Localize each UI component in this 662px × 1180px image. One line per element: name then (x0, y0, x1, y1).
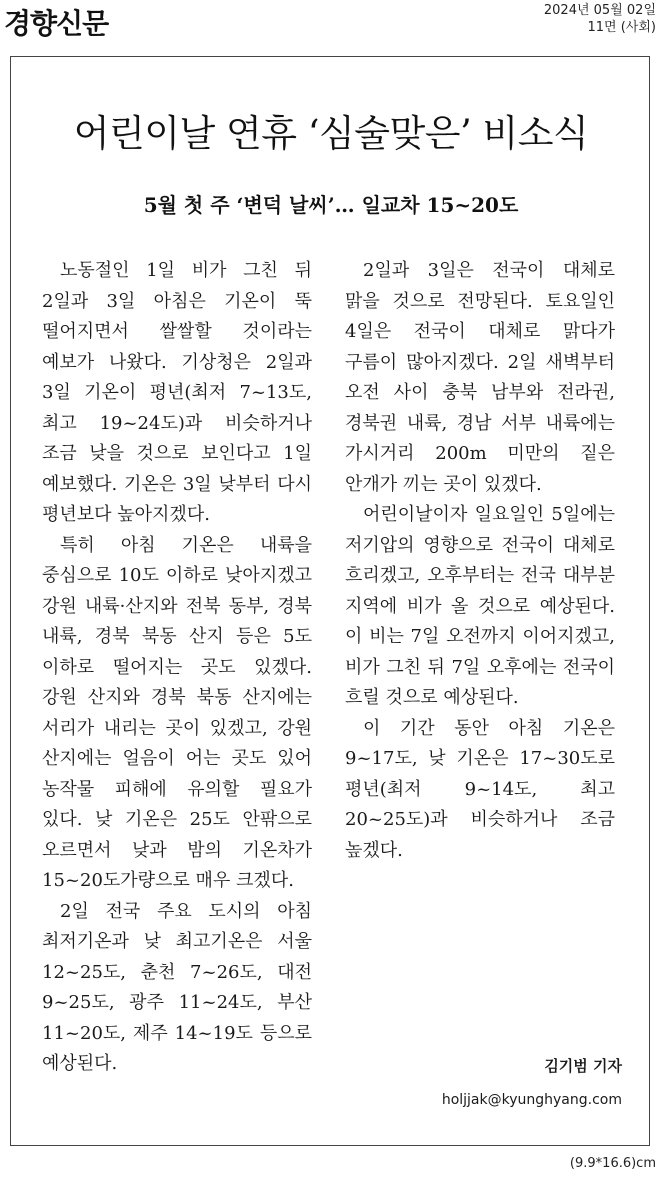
article-subheadline: 5월 첫 주 ‘변덕 날씨’… 일교차 15~20도 (143, 193, 519, 217)
reporter-email: holjjak@kyunghyang.com (441, 1092, 622, 1108)
newspaper-masthead: 경향신문 (4, 7, 109, 40)
page-section: 11면 (사회) (587, 20, 656, 35)
issue-date: 2024년 05월 02일 (543, 3, 656, 18)
article-paragraph: 노동절인 1일 비가 그친 뒤 2일과 3일 아침은 기온이 뚝 떨어지면서 쌀쌀할 것이라는 예보가 나왔다. 기상청은 2일과 3일 기온이 평년(최저 7~13도, 최고 19~24도)과 비슷하거나 조금 낮을 것으로 보인다고 1일 예보했다. 기온은 3일 낮부터 다시 평년보다 높아지겠다. (42, 260, 312, 525)
article-paragraph: 어린이날이자 일요일인 5일에는 저기압의 영향으로 전국이 대체로 흐리겠고, 오후부터는 전국 대부분 지역에 비가 올 것으로 예상된다. 이 비는 7일 오전까지 이어지겠고, 비가 그친 뒤 7일 오후에는 전국이 흐릴 것으로 예상된다. (345, 504, 615, 708)
article-paragraph: 2일과 3일은 전국이 대체로 맑을 것으로 전망된다. 토요일인 4일은 전국이 대체로 맑다가 구름이 많아지겠다. 2일 새벽부터 오전 사이 충북 남부와 전라권, 경북권 내륙, 경남 서부 내륙에는 가시거리 200m 미만의 짙은 안개가 끼는 곳이 있겠다. (345, 260, 615, 495)
article-paragraph: 특히 아침 기온은 내륙을 중심으로 10도 이하로 낮아지겠고 강원 내륙·산지와 전북 동부, 경북 내륙, 경북 북동 산지 등은 5도 이하로 떨어지는 곳도 있겠다. 강원 산지와 경북 북동 산지에는 서리가 내리는 곳이 있겠고, 강원 산지에는 얼음이 어는 곳도 있어 농작물 피해에 유의할 필요가 있다. 낮 기온은 25도 안팎으로 오르면서 낮과 밤의 기온차가 15~20도가량으로 매우 크겠다. (42, 534, 312, 891)
clipping-size: (9.9*16.6)cm (569, 1156, 656, 1171)
article-column-left (42, 256, 312, 1080)
article-column-right (345, 256, 615, 866)
article-headline: 어린이날 연휴 ‘심술맞은’ 비소식 (73, 112, 589, 155)
reporter-byline: 김기범 기자 (544, 1057, 622, 1075)
issue-meta (544, 2, 656, 36)
article-paragraph: 2일 전국 주요 도시의 아침 최저기온과 낮 최고기온은 서울 12~25도, 춘천 7~26도, 대전 9~25도, 광주 11~24도, 부산 11~20도, 제주 14~19도 등으로 예상된다. (42, 900, 312, 1074)
article-paragraph: 이 기간 동안 아침 기온은 9~17도, 낮 기온은 17~30도로 평년(최저 9~14도, 최고 20~25도)과 비슷하거나 조금 높겠다. (345, 717, 615, 861)
